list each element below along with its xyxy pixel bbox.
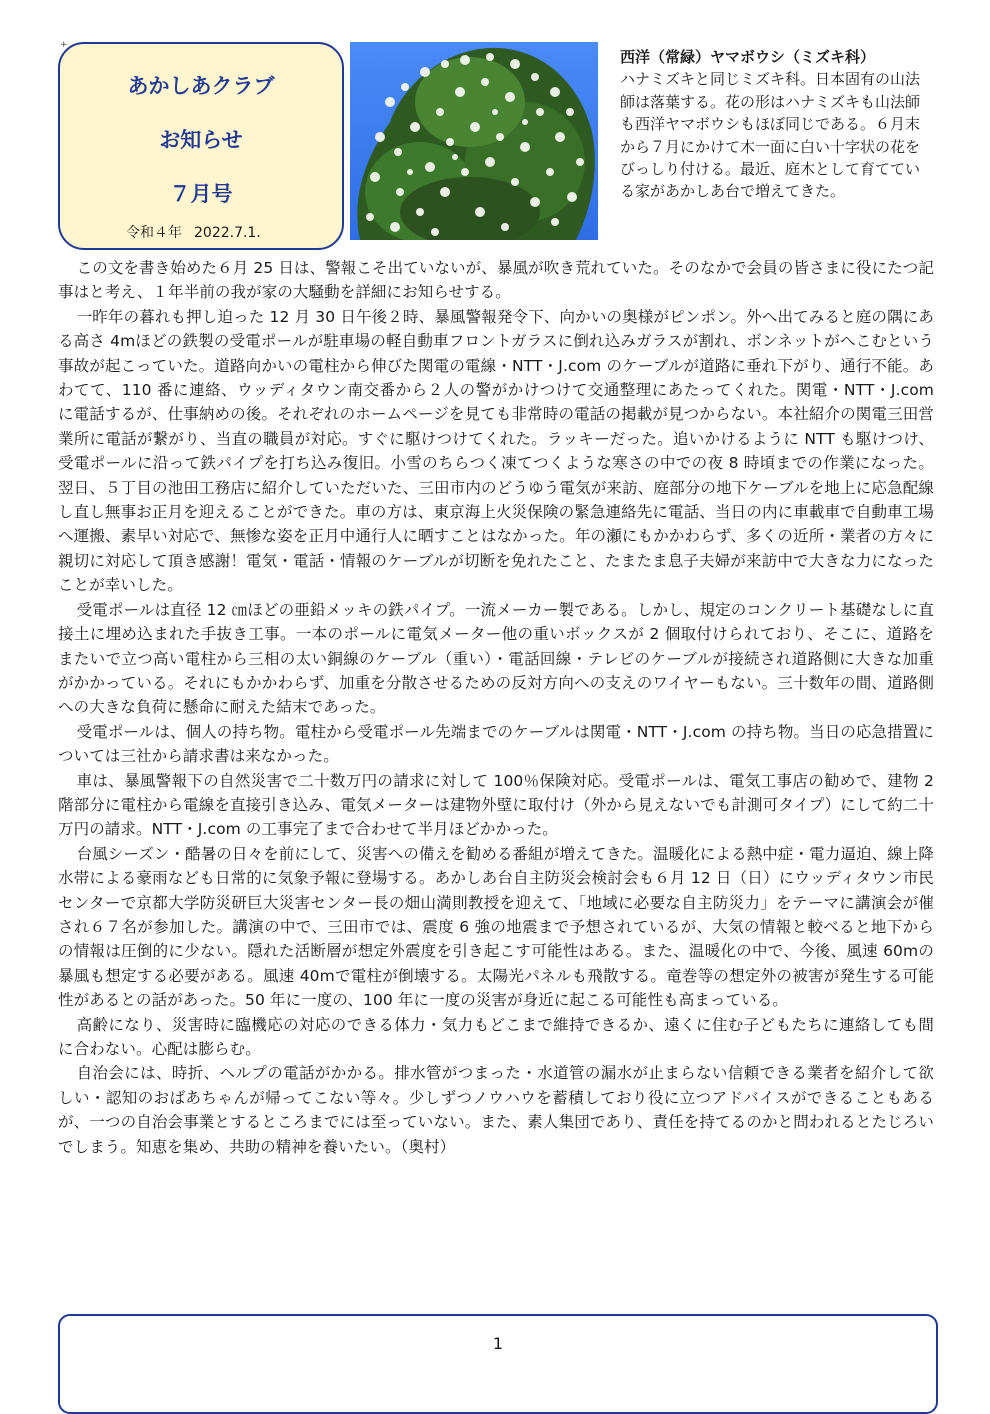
- issue-label: ７月号: [169, 182, 233, 206]
- article-body: [58, 256, 934, 1159]
- photo-caption: [620, 46, 920, 203]
- article-paragraph: 一昨年の暮れも押し迫った 12 月 30 日午後２時、暴風警報発令下、向かいの奥様がピンポン。外へ出てみると庭の隅にある高さ 4mほどの鉄製の受電ポールが駐車場の軽自動車フロントガラスに倒れ込みガラスが割れ、ボンネットがへこむという事故が起こっていた。道路向かいの電柱から伸びた関電の電線・NTT・J.com のケーブルが道路に垂れ下がり、通行不能。あわてて、110 番に連絡、ウッディタウン南交番から２人の警がかけつけて交通整理にあたってくれた。関電・NTT・J.com に電話するが、仕事納めの後。それぞれのホームページを見ても非常時の電話の掲載が見つからない。本社紹介の関電三田営業所に電話が繋がり、当直の職員が対応。すぐに駆けつけてくれた。ラッキーだった。追いかけるように NTT も駆けつけ、受電ポールに沿って鉄パイプを打ち込み復旧。小雪のちらつく凍てつくような寒さの中での夜 8 時頃までの作業になった。翌日、５丁目の池田工務店に紹介していただいた、三田市内のどうゆう電気が来訪、庭部分の地下ケーブルを地上に応急配線し直し無事お正月を迎えることができた。車の方は、東京海上火災保険の緊急連絡先に電話、当日の内に車載車で自動車工場へ運搬、素早い対応で、無惨な姿を正月中通行人に晒すことはなかった。年の瀬にもかかわらず、多くの近所・業者の方々に親切に対応して頂き感謝！電気・電話・情報のケーブルが切断を免れたこと、たまたま息子夫婦が来訪中で大きな力になったことが幸いした。: [58, 307, 934, 595]
- issue-date: [126, 222, 261, 242]
- era-date: 令和４年: [126, 225, 182, 241]
- caption-title: 西洋（常緑）ヤマボウシ（ミズキ科）: [620, 48, 876, 66]
- article-paragraph: 受電ポールは直径 12 ㎝ほどの亜鉛メッキの鉄パイプ。一流メーカー製である。しかし、規定のコンクリート基礎なしに直接土に埋め込まれた手抜き工事。一本のポールに電気メーター他の重いボックスが 2 個取付けられており、そこに、道路をまたいで立つ高い電柱から三相の太い銅線のケーブル（重い）・電話回線・テレビのケーブルが接続され道路側に大きな加重がかかっている。それにもかかわらず、加重を分散させるための反対方向への支えのワイヤーもない。三十数年の間、道路側への大きな負荷に懸命に耐えた結末であった。: [58, 600, 934, 717]
- corner-mark: +: [60, 40, 68, 50]
- article-paragraph: 台風シーズン・酷暑の日々を前にして、災害への備えを勧める番組が増えてきた。温暖化による熱中症・電力逼迫、線上降水帯による豪雨なども日常的に気象予報に登場する。あかしあ台自主防災会検討会も６月 12 日（日）にウッディタウン市民センターで京都大学防災研巨大災害センター長の畑山満則教授を迎えて、「地域に必要な自主防災力」をテーマに講演会が催され６７名が参加した。講演の中で、三田市では、震度 6 強の地震まで予想されているが、大気の情報と較べると地下からの情報は圧倒的に少ない。隠れた活断層が想定外震度を引き起こす可能性はある。また、温暖化の中で、今後、風速 60mの暴風も想定する必要がある。風速 40mで電柱が倒壊する。太陽光パネルも飛散する。竜巻等の想定外の被害が発生する可能性があるとの話があった。50 年に一度の、100 年に一度の災害が身近に起こる可能性も高まっている。: [58, 844, 934, 1010]
- article-paragraph: 車は、暴風警報下の自然災害で二十数万円の請求に対して 100％保険対応。受電ポールは、電気工事店の勧めで、建物 2 階部分に電柱から電線を直接引き込み、電気メーターは建物外壁に取付け（外から見えないでも計測可タイプ）にして約二十万円の請求。NTT・J.com の工事完了まで合わせて半月ほどかかった。: [58, 771, 934, 839]
- notice-heading: お知らせ: [159, 128, 243, 152]
- dogwood-tree-illustration: [350, 42, 598, 240]
- article-paragraph: 高齢になり、災害時に臨機応の対応のできる体力・気力もどこまで維持できるか、遠くに住む子どもたちに連絡しても間に合わない。心配は膨らむ。: [58, 1015, 934, 1058]
- footer-box: [58, 1314, 938, 1414]
- article-paragraph: 受電ポールは、個人の持ち物。電柱から受電ポール先端までのケーブルは関電・NTT・J.com の持ち物。当日の応急措置については三社から請求書は来なかった。: [58, 722, 934, 766]
- article-paragraph: 自治会には、時折、ヘルプの電話がかかる。排水管がつまった・水道管の漏水が止まらない信頼できる業者を紹介して欲しい・認知のおばあちゃんが帰ってこない等々。少しずつノウハウを蓄積しており役に立つアドバイスができることもあるが、一つの自治会事業とするところまでには至っていない。また、素人集団であり、責任を持てるのかと問われるとたじろいでしまう。知恵を集め、共助の精神を養いたい。（奥村）: [58, 1064, 934, 1156]
- page-number: 1: [492, 1334, 504, 1353]
- caption-text: ハナミズキと同じミズキ科。日本固有の山法師は落葉する。花の形はハナミズキも山法師も西洋ヤマボウシもほぼ同じである。６月末から７月にかけて木一面に白い十字状の花をびっしり付ける。最近、庭木として育てている家があかしあ台で増えてきた。: [620, 70, 921, 201]
- club-name: あかしあクラブ: [127, 74, 275, 98]
- article-paragraph: この文を書き始めた６月 25 日は、警報こそ出ていないが、暴風が吹き荒れていた。そのなかで会員の皆さまに役にたつ記事はと考え、１年半前の我が家の大騒動を詳細にお知らせする。: [58, 259, 934, 302]
- newsletter-title-box: [58, 42, 344, 250]
- dogwood-tree-photo: [350, 42, 598, 240]
- calendar-date: 2022.7.1.: [194, 225, 261, 241]
